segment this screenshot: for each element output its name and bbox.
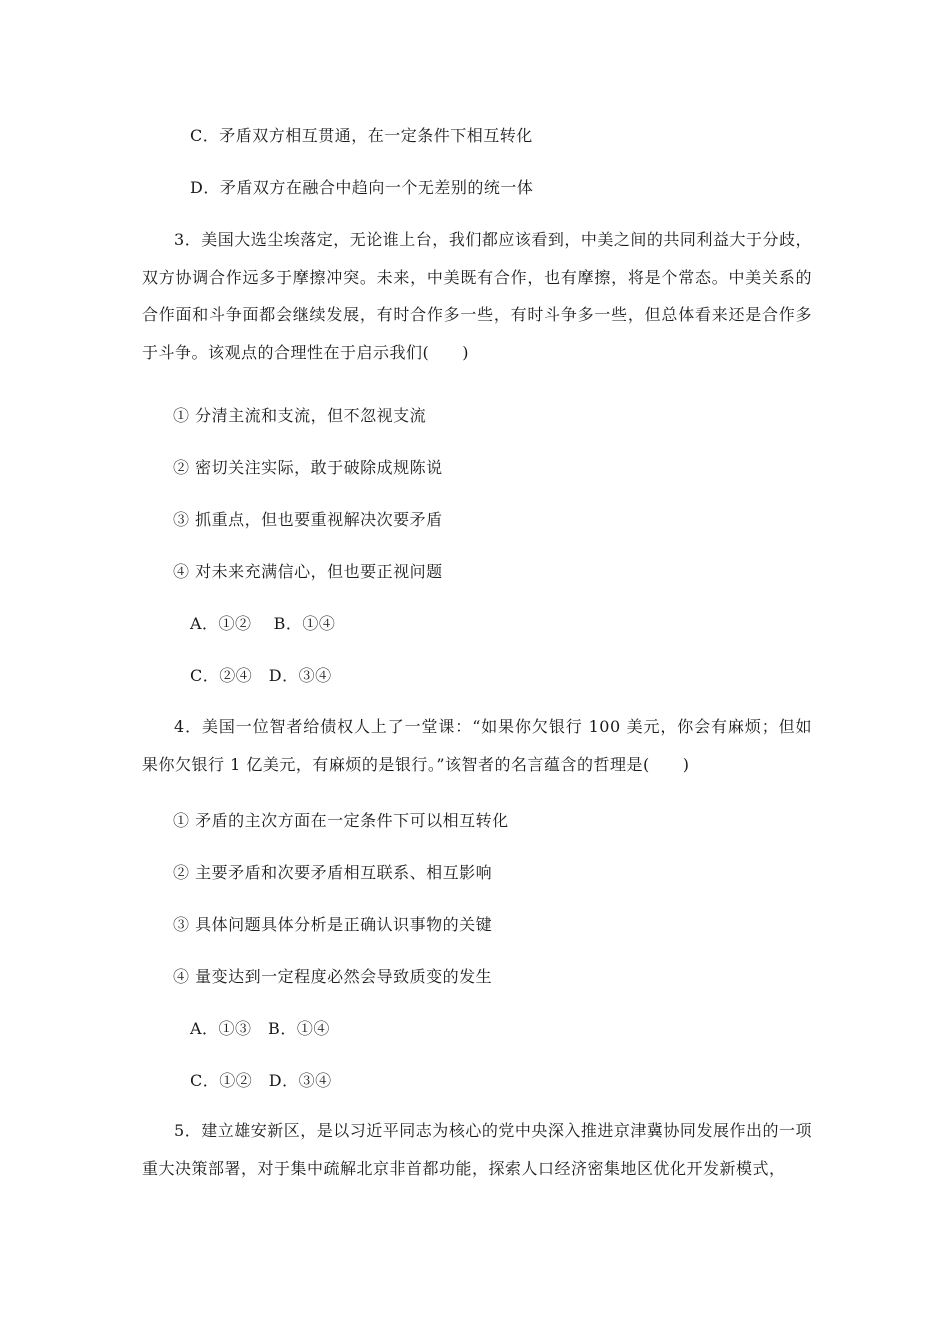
q3-stem: 3．美国大选尘埃落定，无论谁上台，我们都应该看到，中美之间的共同利益大于分歧，双方协调合作远多于摩擦冲突。未来，中美既有合作，也有摩擦，将是个常态。中美关系的合作面和斗争面都会继续发展，有时合作多一些，有时斗争多一些，但总体看来还是合作多于斗争。该观点的合理性在于启示我们( ) — [142, 230, 812, 362]
q3-options-ab: A．①② B．①④ — [190, 614, 336, 633]
q4-item-2: ② 主要矛盾和次要矛盾相互联系、相互影响 — [173, 863, 493, 882]
q2-option-c: C．矛盾双方相互贯通，在一定条件下相互转化 — [190, 126, 533, 145]
q3-options-cd: C．②④ D．③④ — [190, 666, 332, 685]
q3-item-3: ③ 抓重点，但也要重视解决次要矛盾 — [173, 510, 443, 529]
q5-stem: 5．建立雄安新区，是以习近平同志为核心的党中央深入推进京津冀协同发展作出的一项重大决策部署，对于集中疏解北京非首都功能，探索人口经济密集地区优化开发新模式， — [142, 1121, 812, 1178]
q4-stem: 4．美国一位智者给债权人上了一堂课：“如果你欠银行 100 美元，你会有麻烦；但如果你欠银行 1 亿美元，有麻烦的是银行。”该智者的名言蕴含的哲理是( ) — [142, 717, 812, 774]
q2-option-d: D．矛盾双方在融合中趋向一个无差别的统一体 — [190, 178, 534, 197]
q3-item-1: ① 分清主流和支流，但不忽视支流 — [173, 406, 427, 425]
q3-item-4: ④ 对未来充满信心，但也要正视问题 — [173, 562, 443, 581]
q4-item-1: ① 矛盾的主次方面在一定条件下可以相互转化 — [173, 811, 509, 830]
q4-options-ab: A．①③ B．①④ — [190, 1019, 330, 1038]
q4-item-3: ③ 具体问题具体分析是正确认识事物的关键 — [173, 915, 493, 934]
q4-item-4: ④ 量变达到一定程度必然会导致质变的发生 — [173, 967, 493, 986]
q4-options-cd: C．①② D．③④ — [190, 1071, 332, 1090]
q3-item-2: ② 密切关注实际，敢于破除成规陈说 — [173, 458, 443, 477]
